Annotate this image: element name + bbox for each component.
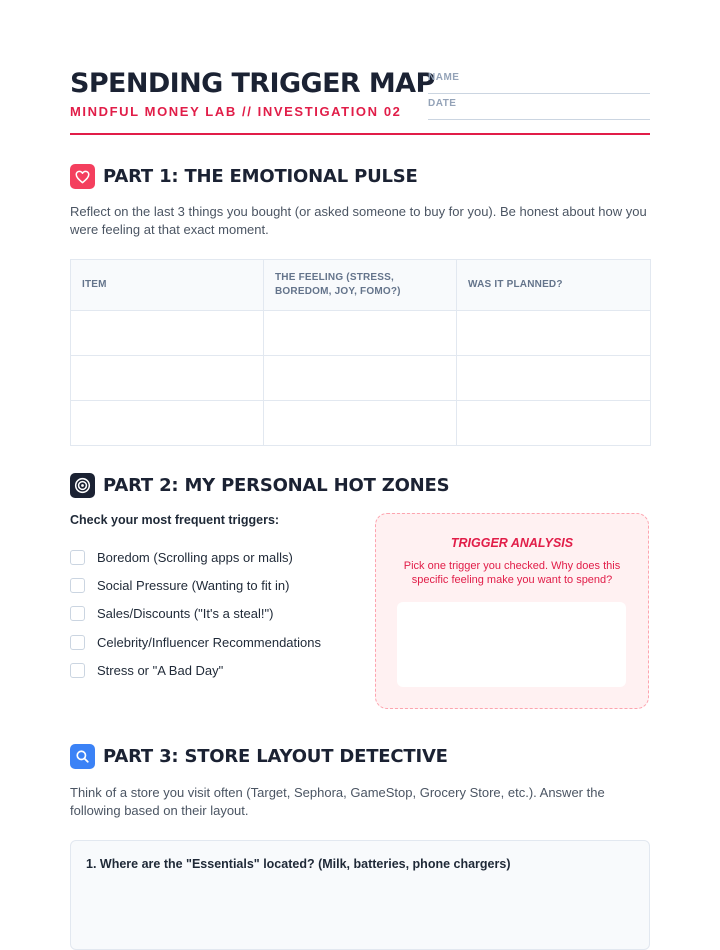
checklist-item[interactable]: [70, 600, 321, 628]
column-header-planned: WAS IT PLANNED?: [457, 260, 651, 311]
checklist-label: Sales/Discounts ("It's a steal!"): [97, 606, 274, 622]
trigger-checklist: [70, 543, 321, 684]
trigger-analysis-title: TRIGGER ANALYSIS: [450, 536, 574, 550]
part1-heading: [70, 164, 418, 189]
name-field[interactable]: [428, 70, 650, 94]
table-cell[interactable]: [71, 356, 264, 401]
checklist-title: Check your most frequent triggers:: [70, 513, 280, 527]
table-cell[interactable]: [264, 401, 457, 446]
table-cell[interactable]: [457, 311, 651, 356]
checklist-label: Stress or "A Bad Day": [97, 662, 224, 678]
table-cell[interactable]: [71, 401, 264, 446]
search-icon: [70, 744, 95, 769]
part3-heading: [70, 744, 448, 769]
name-date-fields: [428, 70, 650, 122]
table-row: [71, 311, 651, 356]
checklist-label: Boredom (Scrolling apps or malls): [97, 549, 293, 565]
checkbox[interactable]: [70, 663, 85, 678]
header-divider: [70, 133, 650, 135]
part1-title: PART 1: THE EMOTIONAL PULSE: [103, 166, 418, 187]
column-header-feeling: THE FEELING (STRESS, BOREDOM, JOY, FOMO?): [264, 260, 457, 311]
checklist-item[interactable]: [70, 656, 321, 684]
part3-description: Think of a store you visit often (Target, Sephora, GameStop, Grocery Store, etc.). Answer the following based on their layout.: [70, 785, 605, 818]
table-cell[interactable]: [71, 311, 264, 356]
page-subtitle: MINDFUL MONEY LAB // INVESTIGATION 02: [70, 104, 402, 119]
checkbox[interactable]: [70, 606, 85, 621]
date-field[interactable]: [428, 96, 650, 120]
part1-description: Reflect on the last 3 things you bought (or asked someone to buy for you). Be honest about how you were feeling at that exact moment.: [70, 204, 647, 237]
question-card: [70, 840, 650, 950]
checklist-item[interactable]: [70, 543, 321, 571]
page-title: SPENDING TRIGGER MAP: [70, 68, 435, 99]
part3-title: PART 3: STORE LAYOUT DETECTIVE: [103, 746, 448, 767]
checklist-item[interactable]: [70, 571, 321, 599]
table-cell[interactable]: [457, 356, 651, 401]
name-label: NAME: [428, 72, 460, 83]
checklist-item[interactable]: [70, 628, 321, 656]
checklist-label: Social Pressure (Wanting to fit in): [97, 577, 290, 593]
checkbox[interactable]: [70, 578, 85, 593]
trigger-analysis-prompt: Pick one trigger you checked. Why does this specific feeling make you want to spend?: [403, 560, 621, 586]
table-cell[interactable]: [264, 311, 457, 356]
part2-title: PART 2: MY PERSONAL HOT ZONES: [103, 475, 450, 496]
heart-icon: [70, 164, 95, 189]
date-label: DATE: [428, 98, 457, 109]
table-row: [71, 356, 651, 401]
part2-heading: [70, 473, 449, 498]
trigger-analysis-box: [375, 513, 649, 709]
table-cell[interactable]: [264, 356, 457, 401]
table-header-row: [71, 260, 651, 311]
checkbox[interactable]: [70, 550, 85, 565]
emotional-pulse-table: [70, 259, 651, 446]
question-1: 1. Where are the "Essentials" located? (Milk, batteries, phone chargers): [86, 857, 511, 871]
column-header-item: ITEM: [71, 260, 264, 311]
trigger-analysis-answer[interactable]: [397, 602, 626, 687]
checkbox[interactable]: [70, 635, 85, 650]
target-icon: [70, 473, 95, 498]
table-cell[interactable]: [457, 401, 651, 446]
checklist-label: Celebrity/Influencer Recommendations: [97, 634, 321, 650]
table-row: [71, 401, 651, 446]
